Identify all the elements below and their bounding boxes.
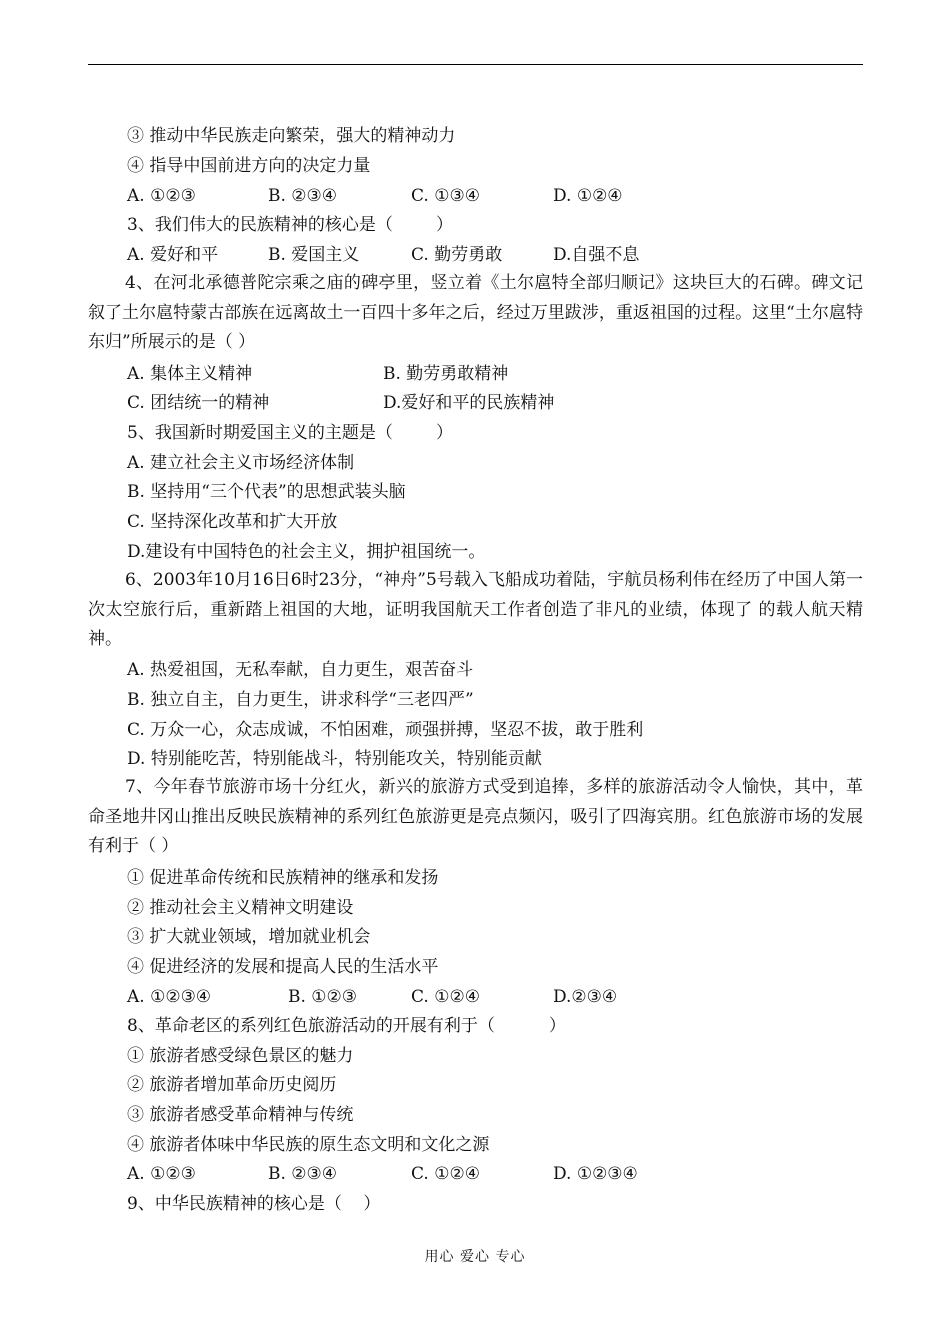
question-paragraph: 4、在河北承德普陀宗乘之庙的碑亭里，竖立着《土尔扈特全部归顺记》这块巨大的石碑。碑文记叙了土尔扈特蒙古部族在远离故土一百四十多年之后，经过万里跋涉，重返祖国的过程。这里“土尔扈特东归”所展示的是（ ）: [88, 273, 863, 353]
text-line: D.建设有中国特色的社会主义，拥护祖国统一。: [127, 542, 486, 562]
text-line: A. 集体主义精神: [127, 364, 253, 384]
text-line: A. ①②③: [127, 186, 196, 206]
text-line: ① 促进革命传统和民族精神的继承和发扬: [127, 868, 439, 888]
text-line: A. 爱好和平: [127, 245, 219, 265]
text-line: A. 热爱祖国，无私奉献，自力更生，艰苦奋斗: [127, 660, 474, 680]
text-line: D.②③④: [553, 987, 618, 1007]
text-line: D.自强不息: [553, 245, 640, 265]
text-line: C. ①②④: [411, 1164, 480, 1184]
text-line: 8、革命老区的系列红色旅游活动的开展有利于（ ）: [127, 1016, 566, 1036]
text-line: ③ 旅游者感受革命精神与传统: [127, 1105, 354, 1125]
page-footer: 用心 爱心 专心: [424, 1249, 526, 1265]
text-line: ③ 推动中华民族走向繁荣，强大的精神动力: [127, 126, 456, 146]
text-line: B. 爱国主义: [268, 245, 360, 265]
text-line: B. 独立自主，自力更生，讲求科学“三老四严”: [127, 690, 474, 710]
text-line: D. ①②③④: [553, 1164, 638, 1184]
text-line: C. 坚持深化改革和扩大开放: [127, 512, 338, 532]
text-line: D. ①②④: [553, 186, 623, 206]
text-line: B. 勤劳勇敢精神: [383, 364, 509, 384]
text-line: B. ②③④: [268, 1164, 338, 1184]
text-line: B. ①②③: [288, 987, 358, 1007]
text-line: C. 万众一心，众志成诚，不怕困难，顽强拼搏，坚忍不拔，敢于胜利: [127, 720, 644, 740]
text-line: 3、我们伟大的民族精神的核心是（ ）: [127, 215, 454, 235]
text-line: B. 坚持用“三个代表”的思想武装头脑: [127, 482, 406, 502]
text-line: C. ①②④: [411, 987, 480, 1007]
text-line: 5、我国新时期爱国主义的主题是（ ）: [127, 423, 454, 443]
text-line: A. ①②③④: [127, 987, 212, 1007]
header-rule: [88, 64, 863, 65]
text-line: D. 特别能吃苦，特别能战斗，特别能攻关，特别能贡献: [127, 749, 542, 769]
question-paragraph: 6、2003年10月16日6时23分，“神舟”5号载入飞船成功着陆，宇航员杨利伟在经历了中国人第一次太空旅行后，重新踏上祖国的大地，证明我国航天工作者创造了非凡的业绩，体现了 的载人航天精神。: [88, 570, 863, 650]
text-line: ④ 指导中国前进方向的决定力量: [127, 156, 371, 176]
text-line: C. ①③④: [411, 186, 480, 206]
text-line: ① 旅游者感受绿色景区的魅力: [127, 1046, 354, 1066]
text-line: B. ②③④: [268, 186, 338, 206]
text-line: D.爱好和平的民族精神: [383, 393, 555, 413]
question-paragraph: 7、今年春节旅游市场十分红火，新兴的旅游方式受到追捧，多样的旅游活动令人愉快，其中，革命圣地井冈山推出反映民族精神的系列红色旅游更是亮点频闪，吸引了四海宾朋。红色旅游市场的发展有利于（ ）: [88, 777, 863, 857]
text-line: ④ 促进经济的发展和提高人民的生活水平: [127, 957, 439, 977]
text-line: ② 旅游者增加革命历史阅历: [127, 1075, 337, 1095]
text-line: A. 建立社会主义市场经济体制: [127, 453, 355, 473]
text-line: 9、中华民族精神的核心是（ ）: [127, 1194, 381, 1214]
text-line: ④ 旅游者体味中华民族的原生态文明和文化之源: [127, 1135, 490, 1155]
text-line: C. 团结统一的精神: [127, 393, 270, 413]
text-line: A. ①②③: [127, 1164, 196, 1184]
text-line: ③ 扩大就业领域，增加就业机会: [127, 927, 371, 947]
text-line: ② 推动社会主义精神文明建设: [127, 898, 354, 918]
text-line: C. 勤劳勇敢: [411, 245, 503, 265]
